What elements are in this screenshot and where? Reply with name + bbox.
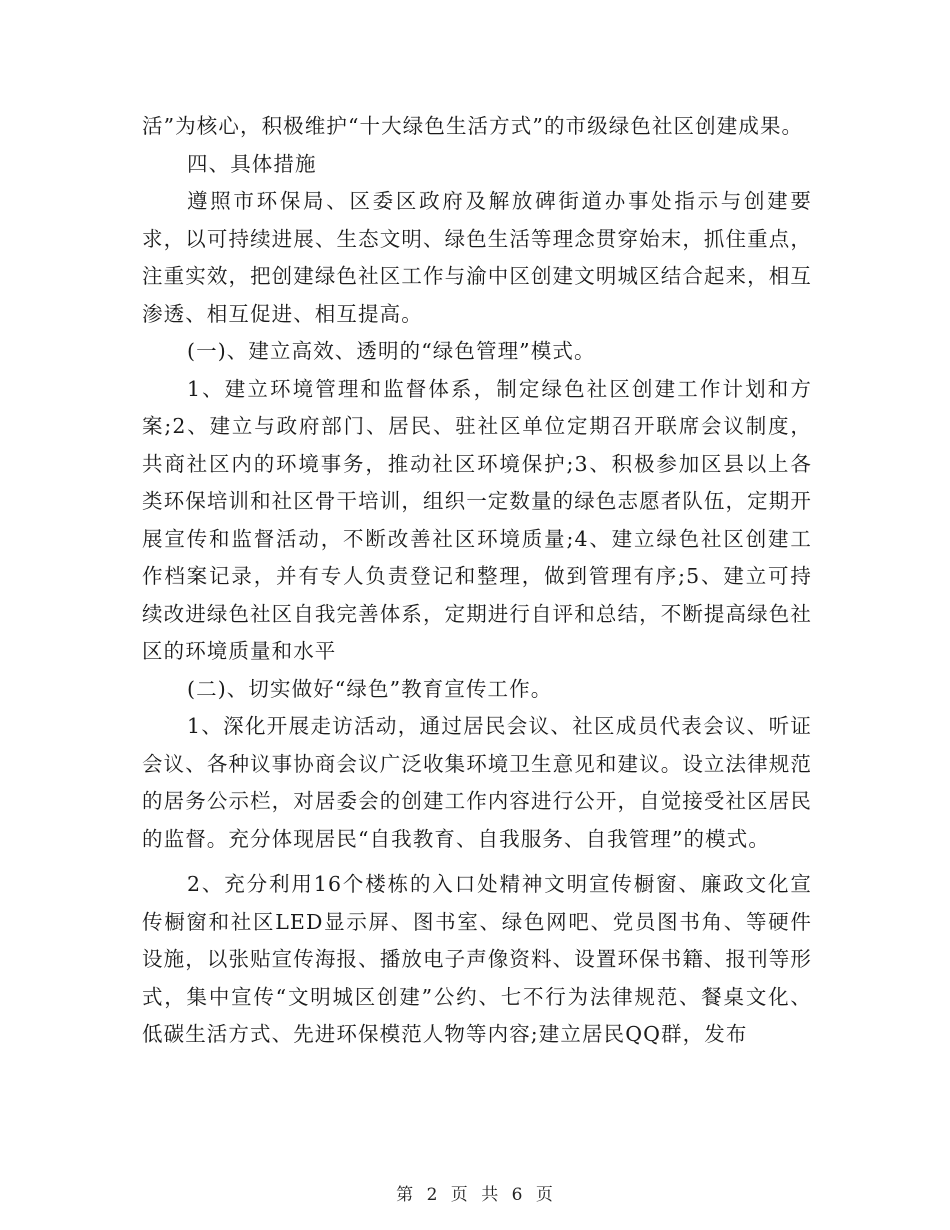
subheading-green-management: (一)、建立高效、透明的“绿色管理”模式。 bbox=[187, 339, 596, 363]
paragraph-education-item-2: 2、充分利用16个楼栋的入口处精神文明宣传橱窗、廉政文化宣传橱窗和社区LED显示屏、图书室、绿色网吧、党员图书角、等硬件设施，以张贴宣传海报、播放电子声像资料、设置环保书籍、报刊等形式，集中宣传“文明城区创建”公约、七不行为法律规范、餐桌文化、低碳生活方式、先进环保模范人物等内容;建立居民QQ群，发布 bbox=[142, 872, 812, 1046]
footer-total-prefix: 共 bbox=[481, 1185, 500, 1205]
section-heading-measures: 四、具体措施 bbox=[187, 151, 317, 176]
total-page-count: 6 bbox=[511, 1185, 524, 1205]
footer-total-unit: 页 bbox=[535, 1185, 554, 1205]
paragraph-intro: 遵照市环保局、区委区政府及解放碑街道办事处指示与创建要求，以可持续进展、生态文明、绿色生活等理念贯穿始末，抓住重点，注重实效，把创建绿色社区工作与渝中区创建文明城区结合起来，相互渗透、相互促进、相互提高。 bbox=[142, 189, 812, 326]
paragraph-continuation: 活”为核心，积极维护“十大绿色生活方式”的市级绿色社区创建成果。 bbox=[142, 114, 804, 138]
subheading-green-education: (二)、切实做好“绿色”教育宣传工作。 bbox=[187, 676, 553, 701]
footer-page-unit: 页 bbox=[450, 1185, 469, 1205]
paragraph-management-items: 1、建立环境管理和监督体系，制定绿色社区创建工作计划和方案;2、建立与政府部门、居民、驻社区单位定期召开联席会议制度，共商社区内的环境事务，推动社区环境保护;3、积极参加区县以上各类环保培训和社区骨干培训，组织一定数量的绿色志愿者队伍，定期开展宣传和监督活动，不断改善社区环境质量;4、建立绿色社区创建工作档案记录，并有专人负责登记和整理，做到管理有序;5、建立可持续改进绿色社区自我完善体系，定期进行自评和总结，不断提高绿色社区的环境质量和水平 bbox=[142, 376, 812, 663]
document-body bbox=[142, 108, 812, 1054]
current-page-number: 2 bbox=[426, 1185, 439, 1205]
page-footer bbox=[0, 1180, 950, 1205]
paragraph-education-item-1: 1、深化开展走访活动，通过居民会议、社区成员代表会议、听证会议、各种议事协商会议广泛收集环境卫生意见和建议。设立法律规范的居务公示栏，对居委会的创建工作内容进行公开，自觉接受社区居民的监督。充分体现居民“自我教育、自我服务、自我管理”的模式。 bbox=[142, 714, 812, 851]
footer-prefix: 第 bbox=[396, 1185, 415, 1205]
